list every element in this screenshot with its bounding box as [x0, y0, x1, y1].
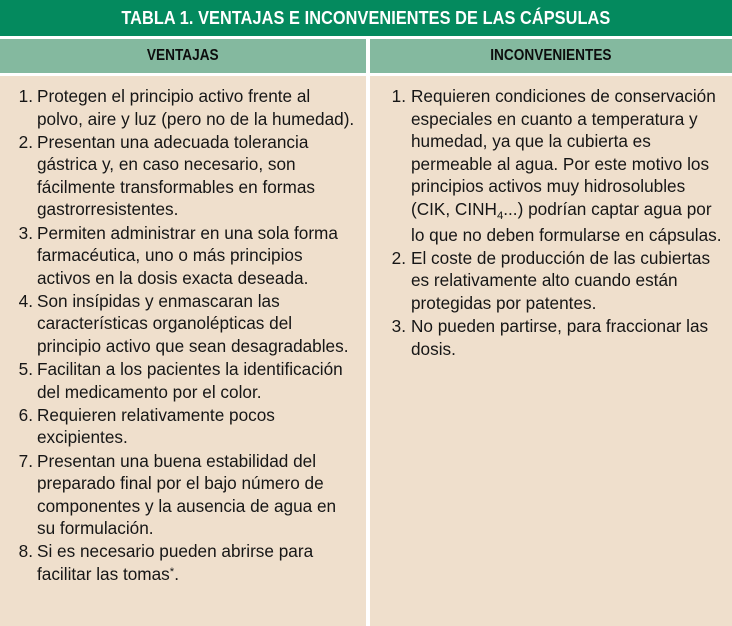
list-item: Permiten administrar en una sola forma farmacéutica, uno o más principios activos en la dosis exacta deseada.	[37, 222, 338, 288]
list-item: Presentan una adecuada tolerancia gástrica y, en caso necesario, son fácilmente transformables en formas gastrorresistentes.	[37, 131, 315, 220]
column-header-disadvantages-label: INCONVENIENTES	[490, 47, 612, 64]
column-header-advantages	[0, 39, 366, 73]
advantages-list	[12, 85, 356, 589]
footnote-marker: *	[169, 565, 175, 578]
disadvantage-1-part2: ...) podrían captar agua por lo que no deben formularse en cápsulas.	[411, 198, 722, 245]
disadvantages-cell	[370, 76, 732, 626]
chemical-subscript: 4	[496, 209, 504, 222]
list-item: Requieren relativamente pocos excipientes.	[37, 404, 275, 448]
column-header-advantages-label: VENTAJAS	[147, 47, 219, 64]
table-body	[0, 76, 732, 626]
list-item: El coste de producción de las cubiertas es relativamente alto cuando están protegidas por patentes.	[411, 247, 711, 313]
advantage-8-period: .	[174, 563, 179, 584]
table-title: TABLA 1. VENTAJAS E INCONVENIENTES DE LAS CÁPSULAS	[121, 7, 611, 28]
table-title-band	[0, 0, 732, 36]
list-item	[384, 85, 722, 246]
list-item: No pueden partirse, para fraccionar las dosis.	[411, 315, 709, 359]
disadvantage-1-part1: Requieren condiciones de conservación especiales en cuanto a temperatura y humedad, ya que la cubierta es permeable al agua. Por este motivo los principios activos muy hidrosolubles (CIK, CINH	[411, 86, 716, 219]
list-item	[12, 540, 356, 588]
column-header-disadvantages	[370, 39, 732, 73]
list-item: Facilitan a los pacientes la identificación del medicamento por el color.	[37, 359, 343, 402]
advantages-cell	[0, 76, 366, 626]
column-header-row	[0, 39, 732, 73]
list-item: Son insípidas y enmascaran las características organolépticas del principio activo que sean desagradables.	[37, 290, 349, 357]
advantage-8-text: Si es necesario pueden abrirse para facilitar las tomas	[37, 541, 314, 584]
list-item: Protegen el principio activo frente al polvo, aire y luz (pero no de la humedad).	[37, 86, 355, 129]
disadvantages-list	[384, 85, 722, 360]
list-item: Presentan una buena estabilidad del preparado final por el bajo número de componentes y la ausencia de agua en su formulación.	[37, 450, 337, 539]
